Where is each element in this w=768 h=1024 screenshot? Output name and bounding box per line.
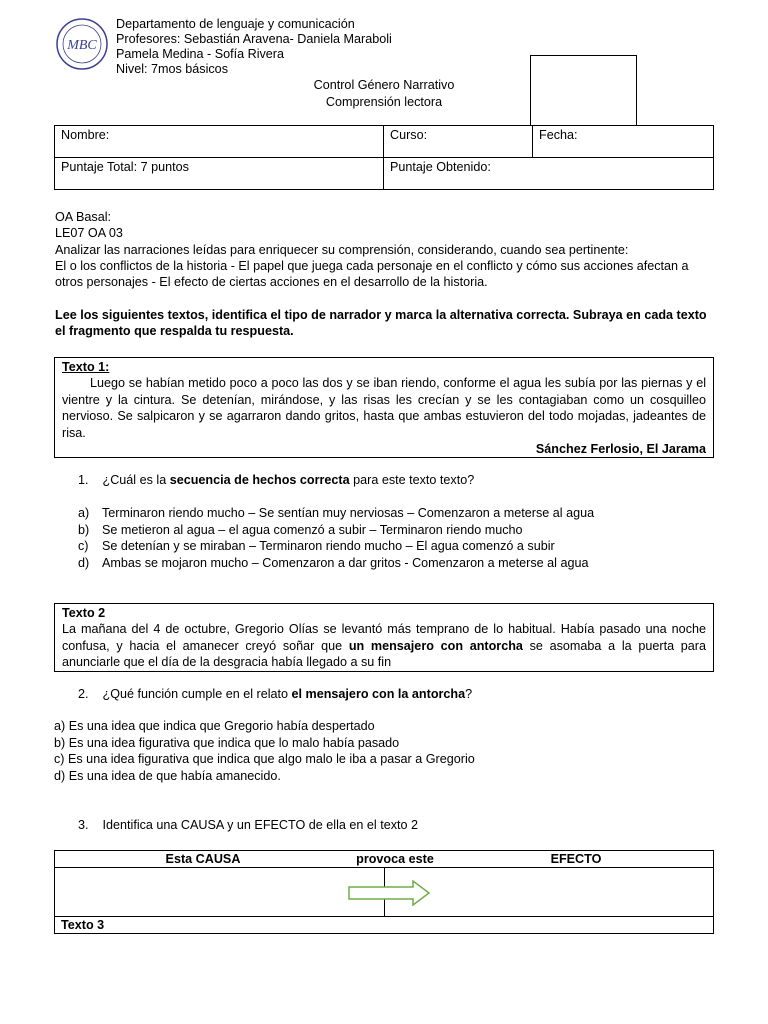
texto-2-body-post: se asomaba a la puerta para anunciarle que el día de la desgracia había llegado a su fin [62, 638, 706, 670]
question-1-text-post: para este texto texto? [349, 473, 475, 487]
texto-3-title: Texto 3 [55, 917, 714, 934]
question-1-text-bold: secuencia de hechos correcta [169, 473, 350, 487]
course-label: Curso: [390, 128, 428, 142]
option-2a[interactable]: a) Es una idea que indica que Gregorio había despertado [54, 719, 375, 733]
option-1b-letter: b) [78, 522, 90, 537]
option-1b-text: Se metieron al agua – el agua comenzó a subir – Terminaron riendo mucho [102, 522, 523, 537]
name-cell[interactable] [55, 126, 384, 158]
date-label: Fecha: [539, 128, 578, 142]
name-label: Nombre: [61, 128, 110, 142]
question-3-text: Identifica una CAUSA y un EFECTO de ella en el texto 2 [102, 818, 418, 832]
cause-effect-header [55, 851, 714, 868]
svg-text:MBC: MBC [67, 38, 97, 53]
oa-line-2: El o los conflictos de la historia - El papel que juega cada personaje en el conflicto y cómo sus acciones afectan a otros personajes - El efecto de ciertas acciones en el desarrollo de la historia. [55, 258, 689, 290]
course-cell[interactable] [384, 126, 533, 158]
option-2c[interactable]: c) Es una idea figurativa que indica que algo malo le iba a pasar a Gregorio [54, 752, 475, 766]
question-2-number: 2. [78, 687, 89, 701]
arrow-right-icon [347, 880, 431, 906]
grade-box [530, 55, 637, 126]
question-2-text-post: ? [465, 687, 473, 701]
option-1c-letter: c) [78, 539, 89, 553]
effect-cell[interactable] [385, 868, 714, 917]
option-1d[interactable] [78, 555, 594, 572]
effect-header: EFECTO [550, 852, 602, 866]
oa-title: OA Basal: [55, 210, 112, 224]
student-info-table [54, 125, 714, 190]
option-1a[interactable] [78, 505, 594, 522]
option-1d-letter: d) [78, 555, 90, 570]
texto-2-body-pre: La mañana del 4 de octubre, Gregorio Olías se levantó más temprano de lo habitual. Había pasado una noche confusa, y hacia el amanecer creyó soñar que [62, 622, 706, 653]
question-1-text-pre: ¿Cuál es la [102, 473, 170, 487]
question-3 [78, 817, 418, 833]
date-cell[interactable] [533, 126, 714, 158]
school-logo [56, 18, 108, 70]
option-2d[interactable]: d) Es una idea de que había amanecido. [54, 768, 281, 783]
total-score-label: Puntaje Total: 7 puntos [61, 160, 189, 174]
obtained-score-cell[interactable] [384, 158, 714, 190]
texto-2-body [62, 621, 706, 670]
cause-cell[interactable] [55, 868, 385, 917]
header-info [116, 17, 392, 77]
texto-1-author: Sánchez Ferlosio, El Jarama [535, 442, 706, 457]
page-subtitle: Comprensión lectora [325, 95, 443, 109]
texto-2-body-bold: un mensajero con antorcha [348, 638, 523, 653]
texto-1-title: Texto 1: [62, 360, 110, 374]
question-2 [78, 686, 472, 702]
option-1c-text: Se detenían y se miraban – Terminaron riendo mucho – El agua comenzó a subir [102, 539, 555, 553]
texto-1-body: Luego se habían metido poco a poco las dos y se iban riendo, conforme el agua les subía por las piernas y el vientre y la cintura. Se detenían, mirándose, y las risas les crecían y se les contagiaban como un cosquilleo nervioso. Se salpicaron y se agarraron dando gritos, hasta que ambas estuvieron del todo mojadas, jadeantes de risa. [62, 376, 706, 440]
question-1-options [78, 505, 594, 571]
obtained-score-label: Puntaje Obtenido: [390, 160, 491, 174]
page-title: Control Género Narrativo [313, 78, 455, 92]
question-2-options [54, 718, 475, 784]
department-line: Departamento de lenguaje y comunicación [116, 17, 355, 31]
option-1a-text: Terminaron riendo mucho – Se sentían muy nerviosas – Comenzaron a meterse al agua [102, 506, 595, 520]
oa-section [55, 209, 715, 290]
oa-line-1: Analizar las narraciones leídas para enriquecer su comprensión, considerando, cuando sea pertinente: [55, 242, 629, 257]
total-score-cell [55, 158, 384, 190]
oa-code: LE07 OA 03 [55, 226, 123, 241]
option-1a-letter: a) [78, 506, 90, 520]
question-2-text-pre: ¿Qué función cumple en el relato [102, 687, 292, 701]
level-line: Nivel: 7mos básicos [116, 62, 228, 76]
question-1 [78, 472, 474, 488]
teachers-line: Profesores: Sebastián Aravena- Daniela Maraboli [116, 32, 392, 46]
teachers-line-2: Pamela Medina - Sofía Rivera [116, 47, 284, 61]
instructions: Lee los siguientes textos, identifica el tipo de narrador y marca la alternativa correcta. Subraya en cada texto el fragmento que respalda tu respuesta. [55, 308, 707, 339]
option-2b[interactable]: b) Es una idea figurativa que indica que lo malo había pasado [54, 735, 400, 750]
option-1c[interactable] [78, 538, 594, 555]
option-1b[interactable] [78, 522, 594, 539]
texto-1-box [54, 357, 714, 458]
texto-2-box [54, 603, 714, 672]
question-1-number: 1. [78, 473, 89, 487]
cause-header: Esta CAUSA [165, 852, 241, 866]
texto-2-title: Texto 2 [62, 606, 106, 620]
provokes-header: provoca este [356, 852, 434, 866]
option-1d-text: Ambas se mojaron mucho – Comenzaron a dar gritos - Comenzaron a meterse al agua [102, 555, 589, 570]
question-3-number: 3. [78, 818, 89, 832]
question-2-text-bold: el mensajero con la antorcha [291, 687, 466, 701]
